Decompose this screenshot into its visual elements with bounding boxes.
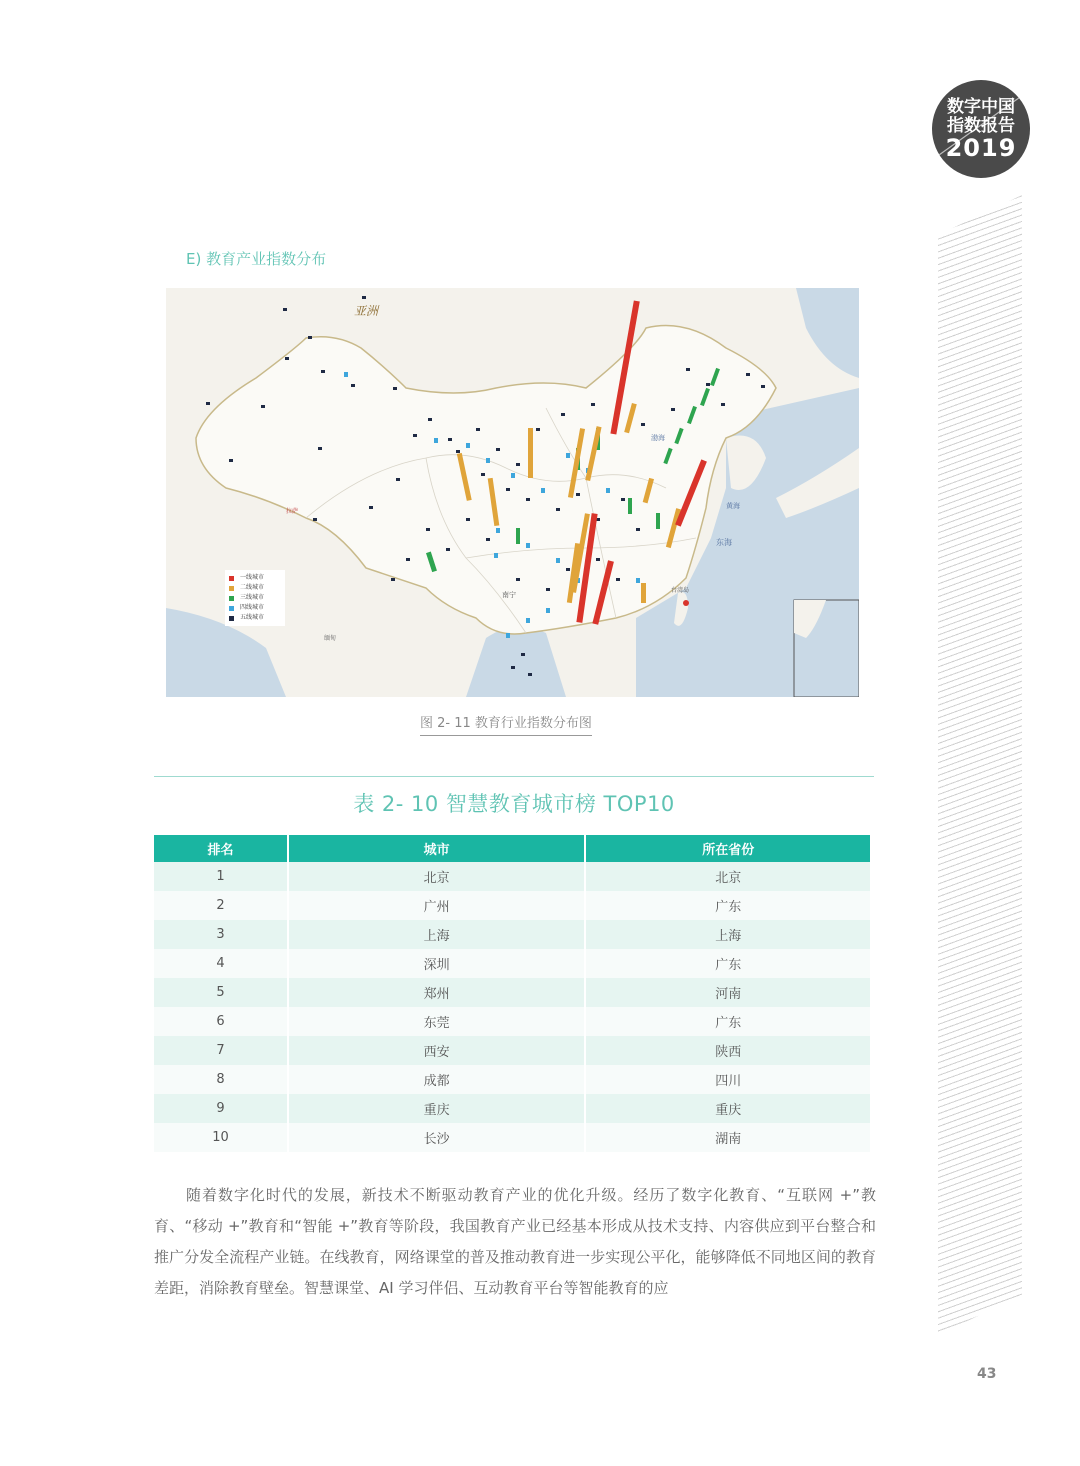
- cell-city: 成都: [289, 1065, 584, 1094]
- legend-swatch-navy: [229, 616, 234, 621]
- svg-text:台湾岛: 台湾岛: [671, 587, 690, 594]
- cell-city: 北京: [289, 862, 584, 891]
- cell-province: 上海: [586, 920, 870, 949]
- cell-province: 北京: [586, 862, 870, 891]
- svg-text:拉萨: 拉萨: [286, 508, 299, 515]
- legend-item-tier4: 四线城市: [229, 603, 281, 613]
- cell-province: 广东: [586, 891, 870, 920]
- table-title: 表 2- 10 智慧教育城市榜 TOP10: [353, 792, 675, 816]
- cell-city: 郑州: [289, 978, 584, 1007]
- table-row: [154, 1123, 870, 1152]
- body-paragraph: 随着数字化时代的发展，新技术不断驱动教育产业的优化升级。经历了数字化教育、“互联网 +”教育、“移动 +”教育和“智能 +”教育等阶段，我国教育产业已经基本形成从技术支持、内容供应到平台整合和推广分发全流程产业链。在线教育，网络课堂的普及推动教育进一步实现公平化，能够降低不同地区间的教育差距，消除教育壁垒。智慧课堂、AI 学习伴侣、互动教育平台等智能教育的应: [154, 1186, 876, 1297]
- svg-text:亚洲: 亚洲: [354, 304, 379, 318]
- cell-rank: 8: [154, 1065, 287, 1094]
- table-row: [154, 978, 870, 1007]
- svg-text:黄海: 黄海: [726, 502, 740, 510]
- cell-rank: 1: [154, 862, 287, 891]
- body-text: [154, 1180, 876, 1304]
- cell-province: 陕西: [586, 1036, 870, 1065]
- page-number: 43: [977, 1366, 997, 1382]
- ranking-table: [152, 835, 872, 1152]
- table-row: [154, 1094, 870, 1123]
- cell-rank: 3: [154, 920, 287, 949]
- table-header-row: [154, 835, 870, 862]
- legend-swatch-red: [229, 576, 234, 581]
- table-row: [154, 1036, 870, 1065]
- table-row: [154, 1065, 870, 1094]
- education-index-map: [166, 288, 859, 697]
- cell-rank: 2: [154, 891, 287, 920]
- table-row: [154, 1007, 870, 1036]
- cell-province: 重庆: [586, 1094, 870, 1123]
- cell-province: 四川: [586, 1065, 870, 1094]
- table-row: [154, 949, 870, 978]
- cell-city: 东莞: [289, 1007, 584, 1036]
- table-row: [154, 862, 870, 891]
- cell-rank: 6: [154, 1007, 287, 1036]
- svg-text:东海: 东海: [716, 538, 732, 547]
- cell-city: 西安: [289, 1036, 584, 1065]
- cell-city: 深圳: [289, 949, 584, 978]
- side-hatch-decoration: [938, 195, 1022, 1335]
- cell-province: 广东: [586, 949, 870, 978]
- map-graphic: [166, 288, 859, 697]
- svg-text:南宁: 南宁: [502, 591, 516, 599]
- map-legend: [225, 570, 285, 626]
- report-badge: [932, 80, 1030, 178]
- badge-year: 2019: [945, 134, 1017, 162]
- cell-rank: 5: [154, 978, 287, 1007]
- section-divider: [154, 776, 874, 777]
- table-row: [154, 920, 870, 949]
- legend-swatch-green: [229, 596, 234, 601]
- legend-item-tier5: 五线城市: [229, 613, 281, 623]
- legend-item-tier3: 三线城市: [229, 593, 281, 603]
- cell-city: 上海: [289, 920, 584, 949]
- legend-item-tier1: 一线城市: [229, 573, 281, 583]
- legend-swatch-blue: [229, 606, 234, 611]
- cell-rank: 10: [154, 1123, 287, 1152]
- cell-province: 广东: [586, 1007, 870, 1036]
- badge-line2: 指数报告: [947, 116, 1015, 136]
- section-title: E) 教育产业指数分布: [186, 250, 327, 268]
- cell-city: 长沙: [289, 1123, 584, 1152]
- badge-line1: 数字中国: [947, 97, 1015, 117]
- cell-city: 重庆: [289, 1094, 584, 1123]
- svg-text:渤海: 渤海: [651, 434, 665, 442]
- header-city: 城市: [289, 835, 584, 862]
- cell-rank: 7: [154, 1036, 287, 1065]
- cell-province: 河南: [586, 978, 870, 1007]
- cell-province: 湖南: [586, 1123, 870, 1152]
- cell-city: 广州: [289, 891, 584, 920]
- header-rank: 排名: [154, 835, 287, 862]
- cell-rank: 4: [154, 949, 287, 978]
- figure-caption: 图 2- 11 教育行业指数分布图: [420, 712, 592, 736]
- legend-swatch-orange: [229, 586, 234, 591]
- table-row: [154, 891, 870, 920]
- legend-item-tier2: 二线城市: [229, 583, 281, 593]
- cell-rank: 9: [154, 1094, 287, 1123]
- header-province: 所在省份: [586, 835, 870, 862]
- svg-text:缅甸: 缅甸: [324, 635, 337, 642]
